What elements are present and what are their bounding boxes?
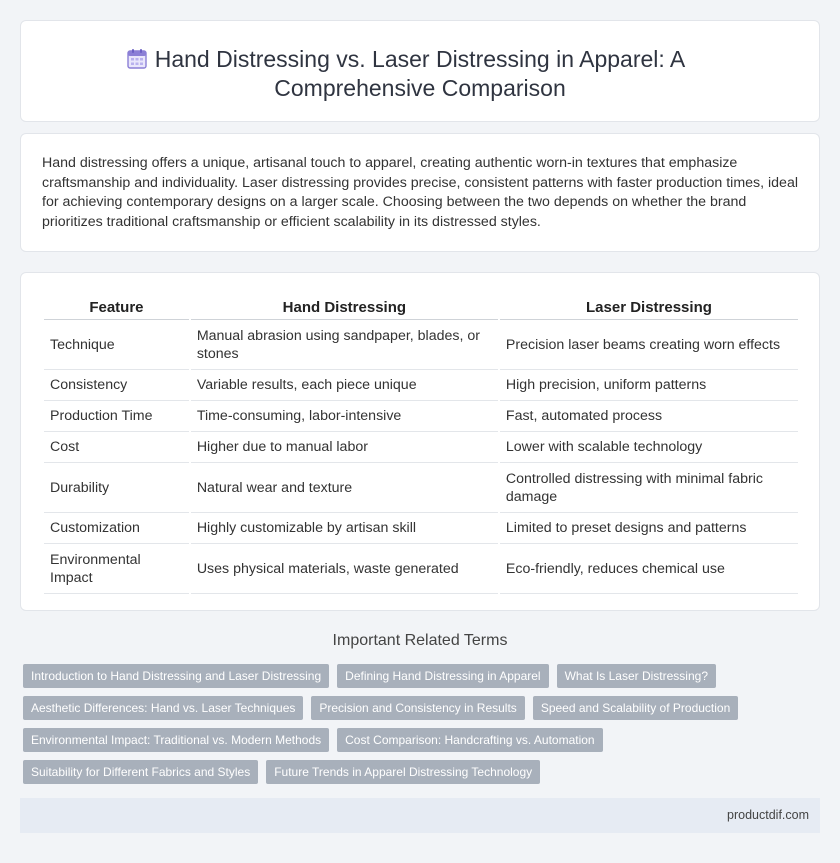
- related-term-tag[interactable]: Defining Hand Distressing in Apparel: [337, 664, 548, 688]
- hand-cell: Variable results, each piece unique: [191, 370, 498, 401]
- header-feature: Feature: [44, 292, 189, 320]
- related-term-tag[interactable]: Aesthetic Differences: Hand vs. Laser Techniques: [23, 696, 303, 720]
- laser-cell: High precision, uniform patterns: [500, 370, 798, 401]
- related-term-tag[interactable]: Precision and Consistency in Results: [311, 696, 524, 720]
- related-term-tag[interactable]: Future Trends in Apparel Distressing Technology: [266, 760, 540, 784]
- intro-card: [20, 133, 820, 252]
- hand-cell: Manual abrasion using sandpaper, blades, or stones: [191, 320, 498, 370]
- table-row: [44, 513, 798, 544]
- table-header-row: [44, 292, 798, 320]
- table-row: [44, 401, 798, 432]
- laser-cell: Limited to preset designs and patterns: [500, 513, 798, 544]
- footer: [20, 798, 820, 833]
- feature-cell: Durability: [44, 463, 189, 513]
- related-term-tag[interactable]: Introduction to Hand Distressing and Laser Distressing: [23, 664, 329, 688]
- footer-site-link[interactable]: productdif.com: [727, 808, 809, 822]
- hand-cell: Uses physical materials, waste generated: [191, 544, 498, 594]
- laser-cell: Fast, automated process: [500, 401, 798, 432]
- comparison-table: [42, 292, 800, 594]
- table-row: [44, 463, 798, 513]
- hand-cell: Highly customizable by artisan skill: [191, 513, 498, 544]
- hand-cell: Natural wear and texture: [191, 463, 498, 513]
- tag-row: [23, 664, 813, 688]
- related-term-tag[interactable]: Suitability for Different Fabrics and Styles: [23, 760, 258, 784]
- comparison-card: [20, 272, 820, 611]
- tag-row: [23, 760, 813, 784]
- header-hand-distressing: Hand Distressing: [191, 292, 498, 320]
- table-row: [44, 370, 798, 401]
- related-terms-heading: Important Related Terms: [332, 632, 508, 649]
- tag-row: [23, 728, 813, 752]
- feature-cell: Customization: [44, 513, 189, 544]
- table-row: [44, 432, 798, 463]
- feature-cell: Production Time: [44, 401, 189, 432]
- laser-cell: Controlled distressing with minimal fabric damage: [500, 463, 798, 513]
- related-term-tag[interactable]: What Is Laser Distressing?: [557, 664, 716, 688]
- tag-row: [23, 696, 813, 720]
- laser-cell: Precision laser beams creating worn effects: [500, 320, 798, 370]
- hand-cell: Time-consuming, labor-intensive: [191, 401, 498, 432]
- laser-cell: Lower with scalable technology: [500, 432, 798, 463]
- laser-cell: Eco-friendly, reduces chemical use: [500, 544, 798, 594]
- hand-cell: Higher due to manual labor: [191, 432, 498, 463]
- page-title: Hand Distressing vs. Laser Distressing in Apparel: A Comprehensive Comparison: [154, 46, 686, 101]
- intro-paragraph: Hand distressing offers a unique, artisanal touch to apparel, creating authentic worn-in textures that emphasize craftsmanship and individuality. Laser distressing provides precise, consistent patterns with faster production times, ideal for achieving contemporary designs on a larger scale. Choosing between the two depends on whether the brand prioritizes traditional craftsmanship or efficient scalability in its distressed styles.: [42, 155, 798, 230]
- feature-cell: Consistency: [44, 370, 189, 401]
- related-term-tag[interactable]: Cost Comparison: Handcrafting vs. Automation: [337, 728, 602, 752]
- table-row: [44, 320, 798, 370]
- table-row: [44, 544, 798, 594]
- related-term-tag[interactable]: Environmental Impact: Traditional vs. Modern Methods: [23, 728, 329, 752]
- header-laser-distressing: Laser Distressing: [500, 292, 798, 320]
- related-terms-tags: [23, 664, 813, 792]
- related-term-tag[interactable]: Speed and Scalability of Production: [533, 696, 738, 720]
- feature-cell: Cost: [44, 432, 189, 463]
- title-card: [20, 20, 820, 122]
- feature-cell: Environmental Impact: [44, 544, 189, 594]
- feature-cell: Technique: [44, 320, 189, 370]
